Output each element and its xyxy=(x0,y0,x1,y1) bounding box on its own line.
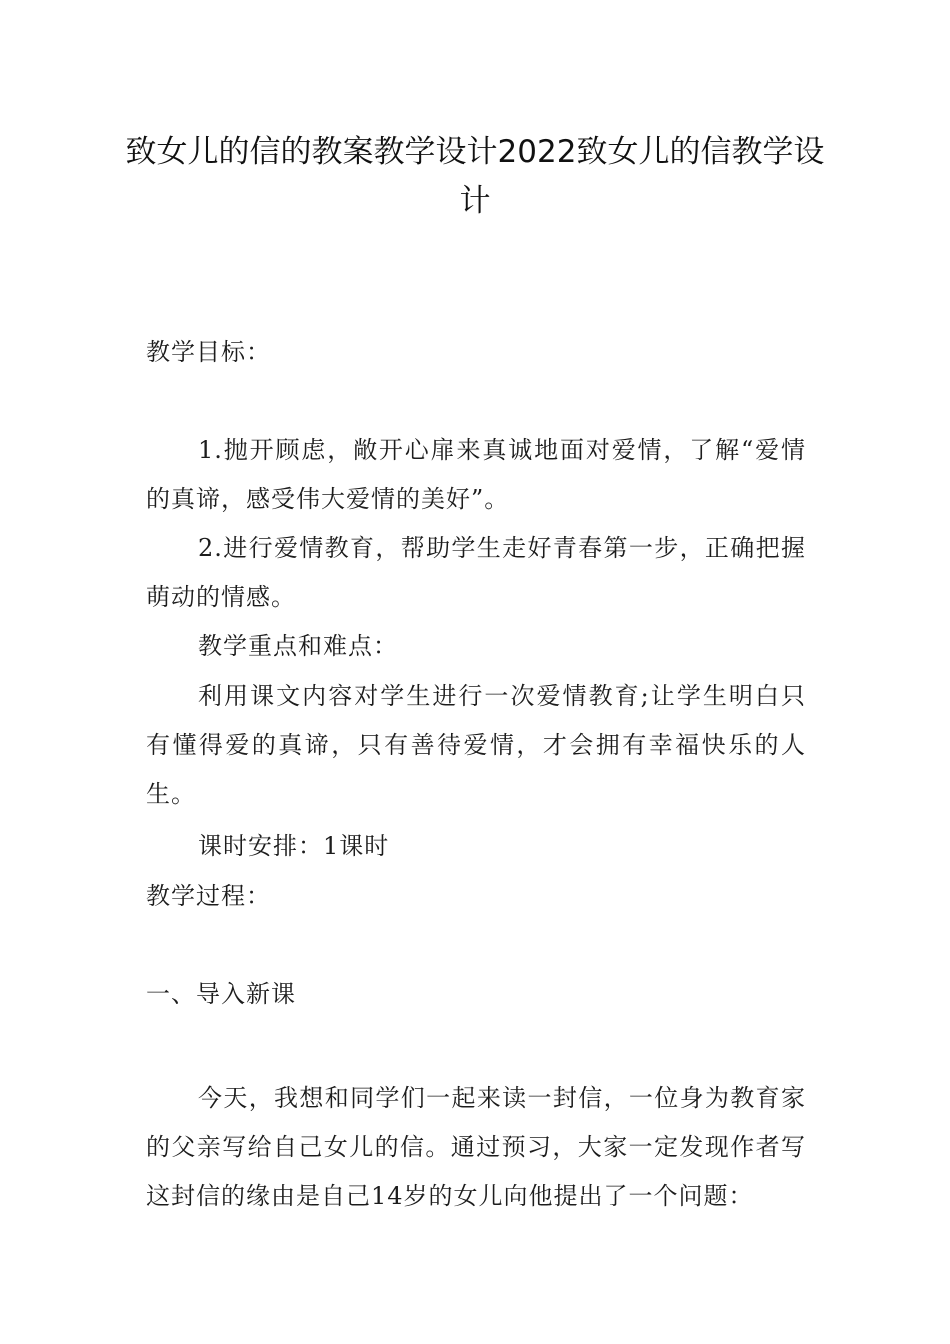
goal-item-2: 2.进行爱情教育，帮助学生走好青春第一步，正确把握萌动的情感。 xyxy=(146,534,806,611)
goal-item-1: 1.抛开顾虑，敞开心扉来真诚地面对爱情，了解“爱情的真谛，感受伟大爱情的美好”。 xyxy=(146,436,806,513)
schedule-line: 课时安排：1课时 xyxy=(198,832,390,860)
introduction-paragraph: 今天，我想和同学们一起来读一封信，一位身为教育家的父亲写给自己女儿的信。通过预习，大家一定发现作者写这封信的缘由是自己14岁的女儿向他提出了一个问题： xyxy=(146,1084,806,1210)
section-heading-teaching-goals: 教学目标： xyxy=(146,338,271,366)
section-heading-teaching-process: 教学过程： xyxy=(146,882,271,910)
key-points-paragraph: 利用课文内容对学生进行一次爱情教育;让学生明白只有懂得爱的真谛，只有善待爱情，才会拥有幸福快乐的人生。 xyxy=(146,682,806,808)
document-title: 致女儿的信的教案教学设计2022致女儿的信教学设计 xyxy=(125,134,825,219)
section-heading-key-points: 教学重点和难点： xyxy=(198,632,398,660)
section-heading-introduction: 一、导入新课 xyxy=(146,980,296,1008)
